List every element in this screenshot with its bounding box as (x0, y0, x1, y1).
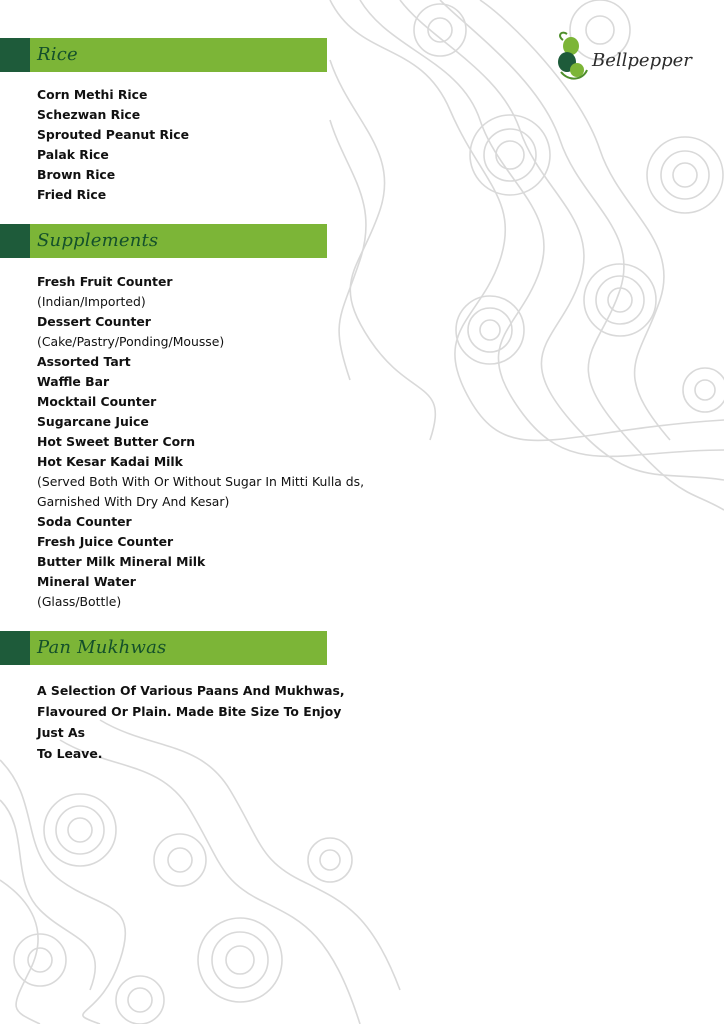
list-item: Fried Rice (37, 187, 107, 202)
list-item: Assorted Tart (37, 354, 131, 369)
list-item: Brown Rice (37, 167, 116, 182)
list-item: Fresh Juice Counter (37, 534, 174, 549)
header-accent (0, 38, 30, 72)
item-note: (Served Both With Or Without Sugar In Mitti Kulla ds, (37, 474, 365, 489)
item-note: (Indian/Imported) (37, 294, 146, 309)
list-item: Sprouted Peanut Rice (37, 127, 190, 142)
section-header-pan-mukhwas (0, 631, 327, 665)
section-header-rice (0, 38, 327, 72)
list-item: Palak Rice (37, 147, 109, 162)
brand-name: Bellpepper (592, 50, 692, 71)
rice-list (37, 85, 189, 205)
list-item: Schezwan Rice (37, 107, 141, 122)
list-item: Hot Sweet Butter Corn (37, 434, 196, 449)
description-line: To Leave. (37, 746, 103, 761)
item-note: Garnished With Dry And Kesar) (37, 494, 230, 509)
list-item: Mineral Water (37, 574, 136, 589)
list-item: Dessert Counter (37, 314, 151, 329)
header-accent (0, 631, 30, 665)
list-item: Waffle Bar (37, 374, 110, 389)
description-line: Flavoured Or Plain. Made Bite Size To Enjoy Just As (37, 704, 342, 740)
pan-mukhwas-description (37, 680, 367, 764)
section-title: Pan Mukhwas (37, 637, 167, 658)
description-line: A Selection Of Various Paans And Mukhwas, (37, 683, 345, 698)
list-item: Corn Methi Rice (37, 87, 148, 102)
list-item: Mocktail Counter (37, 394, 157, 409)
section-header-supplements (0, 224, 327, 258)
item-note: (Glass/Bottle) (37, 594, 122, 609)
list-item: Fresh Fruit Counter (37, 274, 173, 289)
header-accent (0, 224, 30, 258)
list-item: Butter Milk Mineral Milk (37, 554, 206, 569)
list-item: Hot Kesar Kadai Milk (37, 454, 183, 469)
section-title: Supplements (37, 230, 159, 251)
list-item: Sugarcane Juice (37, 414, 149, 429)
item-note: (Cake/Pastry/Ponding/Mousse) (37, 334, 225, 349)
list-item: Soda Counter (37, 514, 132, 529)
supplements-list (37, 272, 364, 612)
section-title: Rice (37, 44, 78, 65)
